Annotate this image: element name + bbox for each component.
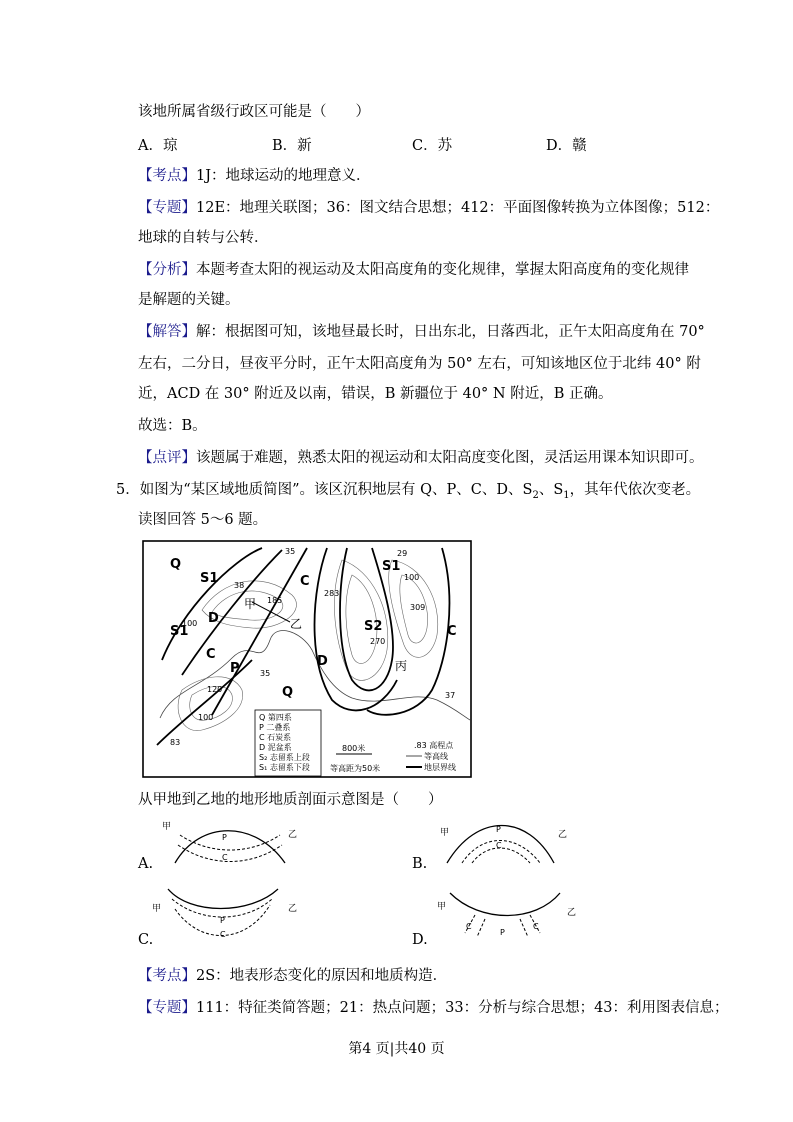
- q4-option-a: A．琼: [138, 138, 178, 154]
- legend-p: P 二叠系: [259, 723, 291, 732]
- q4-dianping: [138, 448, 704, 468]
- diagram-c: [150, 885, 300, 945]
- dianping-text: 该题属于难题，熟悉太阳的视运动和太阳高度变化图，灵活运用课本知识即可。: [196, 450, 704, 466]
- map-label-s1c: S1: [382, 559, 401, 574]
- elev-5: 270: [370, 637, 386, 646]
- elev-1: 35: [285, 547, 296, 556]
- q4-jieda: [138, 322, 705, 342]
- elev-4: 283: [324, 589, 340, 598]
- q4-option-d: D．赣: [546, 138, 587, 154]
- diagram-a-p: P: [222, 833, 227, 842]
- q5-option-c: C.: [138, 932, 154, 948]
- q5-option-d: D.: [412, 932, 428, 948]
- map-label-c2: C: [300, 574, 310, 589]
- geology-map: [142, 540, 472, 778]
- map-scale: 800米: [342, 744, 366, 753]
- q4-option-c: C．苏: [412, 138, 453, 154]
- elev-13: 100: [182, 619, 198, 628]
- elev-2: 38: [234, 581, 245, 590]
- elev-9: 120: [207, 685, 223, 694]
- diagram-d-end: 乙: [567, 908, 577, 918]
- map-label-s1b: S1: [170, 624, 189, 639]
- map-label-q2: Q: [282, 685, 294, 700]
- elev-10: 100: [198, 713, 214, 722]
- elev-6: 309: [410, 603, 426, 612]
- elev-3: 185: [267, 596, 283, 605]
- place-yi: 乙: [290, 617, 303, 631]
- q5-number: 5．: [116, 482, 140, 498]
- place-jia: 甲: [244, 597, 257, 611]
- diagram-c-end: 乙: [288, 904, 298, 914]
- diagram-a-c: C: [222, 853, 228, 862]
- zhuanti-text: 12E：地理关联图；36：图文结合思想；412：平面图像转换为立体图像；512：: [196, 200, 720, 216]
- legend-s1: S₁ 志留系下段: [259, 763, 310, 772]
- diagram-b-c: C: [496, 841, 502, 850]
- legend-d: D 泥盆系: [259, 743, 292, 752]
- diagram-d-c-right: C: [533, 922, 539, 931]
- map-label-s2: S2: [364, 619, 383, 634]
- elev-7: 29: [397, 549, 408, 558]
- legend-q: Q 第四系: [259, 713, 292, 722]
- diagram-b-p: P: [496, 825, 501, 834]
- elev-14: 100: [404, 573, 420, 582]
- diagram-c-p: P: [220, 916, 225, 925]
- q4-answer: 故选：B。: [138, 418, 207, 434]
- q5-intro-a: 如图为“某区域地质简图”。该区沉积地层有 Q、P、C、D、S: [139, 482, 533, 498]
- diagram-d-start: 甲: [437, 902, 447, 912]
- q5-intro-mid: 、S: [538, 482, 564, 498]
- map-label-d2: D: [317, 654, 328, 669]
- q5-kaodian-tag: 【考点】: [138, 968, 196, 984]
- q5-zhuanti-tag: 【专题】: [138, 1000, 196, 1016]
- q4-zhuanti: [138, 198, 719, 218]
- diagram-c-c: C: [220, 930, 226, 939]
- elev-8: 35: [260, 669, 271, 678]
- legend2-contour: 等高线: [424, 752, 448, 761]
- q4-fenxi: [138, 260, 689, 280]
- diagram-d-p: P: [500, 928, 505, 937]
- kaodian-tag: 【考点】: [138, 168, 196, 184]
- q5-kaodian: [138, 966, 447, 986]
- map-label-q1: Q: [170, 557, 182, 572]
- legend-s2: S₂ 志留系上段: [259, 753, 310, 762]
- q5-sub-1: 1: [563, 489, 570, 501]
- fenxi-tag: 【分析】: [138, 262, 196, 278]
- q5-zhuanti-text: 111：特征类简答题；21：热点问题；33：分析与综合思想；43：利用图表信息；: [196, 1000, 729, 1016]
- q5-intro-b: ，其年代依次变老。: [569, 482, 701, 498]
- q5-sub-2: 2: [532, 489, 539, 501]
- map-label-s1a: S1: [200, 571, 219, 586]
- q4-stem: 该地所属省级行政区可能是（ ）: [138, 104, 370, 120]
- page-footer: 第4 页|共40 页: [348, 1041, 445, 1057]
- q4-fenxi-cont: 是解题的关键。: [138, 292, 240, 308]
- jieda-tag: 【解答】: [138, 324, 196, 340]
- diagram-a: [160, 815, 300, 870]
- q4-zhuanti-cont: 地球的自转与公转．: [138, 230, 269, 246]
- map-label-c1: C: [206, 647, 216, 662]
- q5-kaodian-text: 2S：地表形态变化的原因和地质构造．: [196, 968, 448, 984]
- elev-11: 83: [170, 738, 181, 747]
- zhuanti-tag: 【专题】: [138, 200, 196, 216]
- q4-kaodian: [138, 166, 371, 186]
- legend2-boundary: 地层界线: [424, 763, 456, 772]
- map-label-d1: D: [208, 611, 219, 626]
- q5-option-b: B.: [412, 856, 428, 872]
- diagram-c-start: 甲: [152, 904, 162, 914]
- jieda-text: 解：根据图可知，该地昼最长时，日出东北，日落西北，正午太阳高度角在 70°: [196, 324, 705, 340]
- legend2-point: .83 高程点: [414, 741, 454, 750]
- map-interval: 等高距为50米: [330, 764, 381, 773]
- q4-jieda-cont-2: 近，ACD 在 30° 附近及以南，错误，B 新疆位于 40° N 附近，B 正确。: [138, 386, 613, 402]
- map-label-p: P: [230, 661, 240, 676]
- map-label-c3: C: [447, 624, 457, 639]
- q5-intro: [116, 480, 700, 506]
- elev-12: 37: [445, 691, 456, 700]
- diagram-b-start: 甲: [440, 828, 450, 838]
- q5-zhuanti: [138, 998, 729, 1018]
- fenxi-text: 本题考查太阳的视运动及太阳高度角的变化规律，掌握太阳高度角的变化规律: [196, 262, 689, 278]
- diagram-b: [432, 815, 572, 870]
- q5-intro-cont: 读图回答 5～6 题。: [138, 512, 268, 528]
- diagram-d-c-left: C: [466, 922, 472, 931]
- dianping-tag: 【点评】: [138, 450, 196, 466]
- place-bing: 丙: [395, 659, 408, 673]
- q5-option-a: A.: [138, 856, 154, 872]
- diagram-a-start: 甲: [162, 822, 172, 832]
- diagram-d: [435, 885, 585, 945]
- diagram-b-end: 乙: [558, 830, 568, 840]
- kaodian-text: 1J：地球运动的地理意义．: [196, 168, 371, 184]
- q4-jieda-cont-1: 左右，二分日，昼夜平分时，正午太阳高度角为 50° 左右，可知该地区位于北纬 40° 附: [138, 356, 701, 372]
- q4-option-b: B．新: [272, 138, 312, 154]
- q5-question: 从甲地到乙地的地形地质剖面示意图是（ ）: [138, 792, 443, 808]
- legend-c: C 石炭系: [259, 733, 292, 742]
- diagram-a-end: 乙: [288, 830, 298, 840]
